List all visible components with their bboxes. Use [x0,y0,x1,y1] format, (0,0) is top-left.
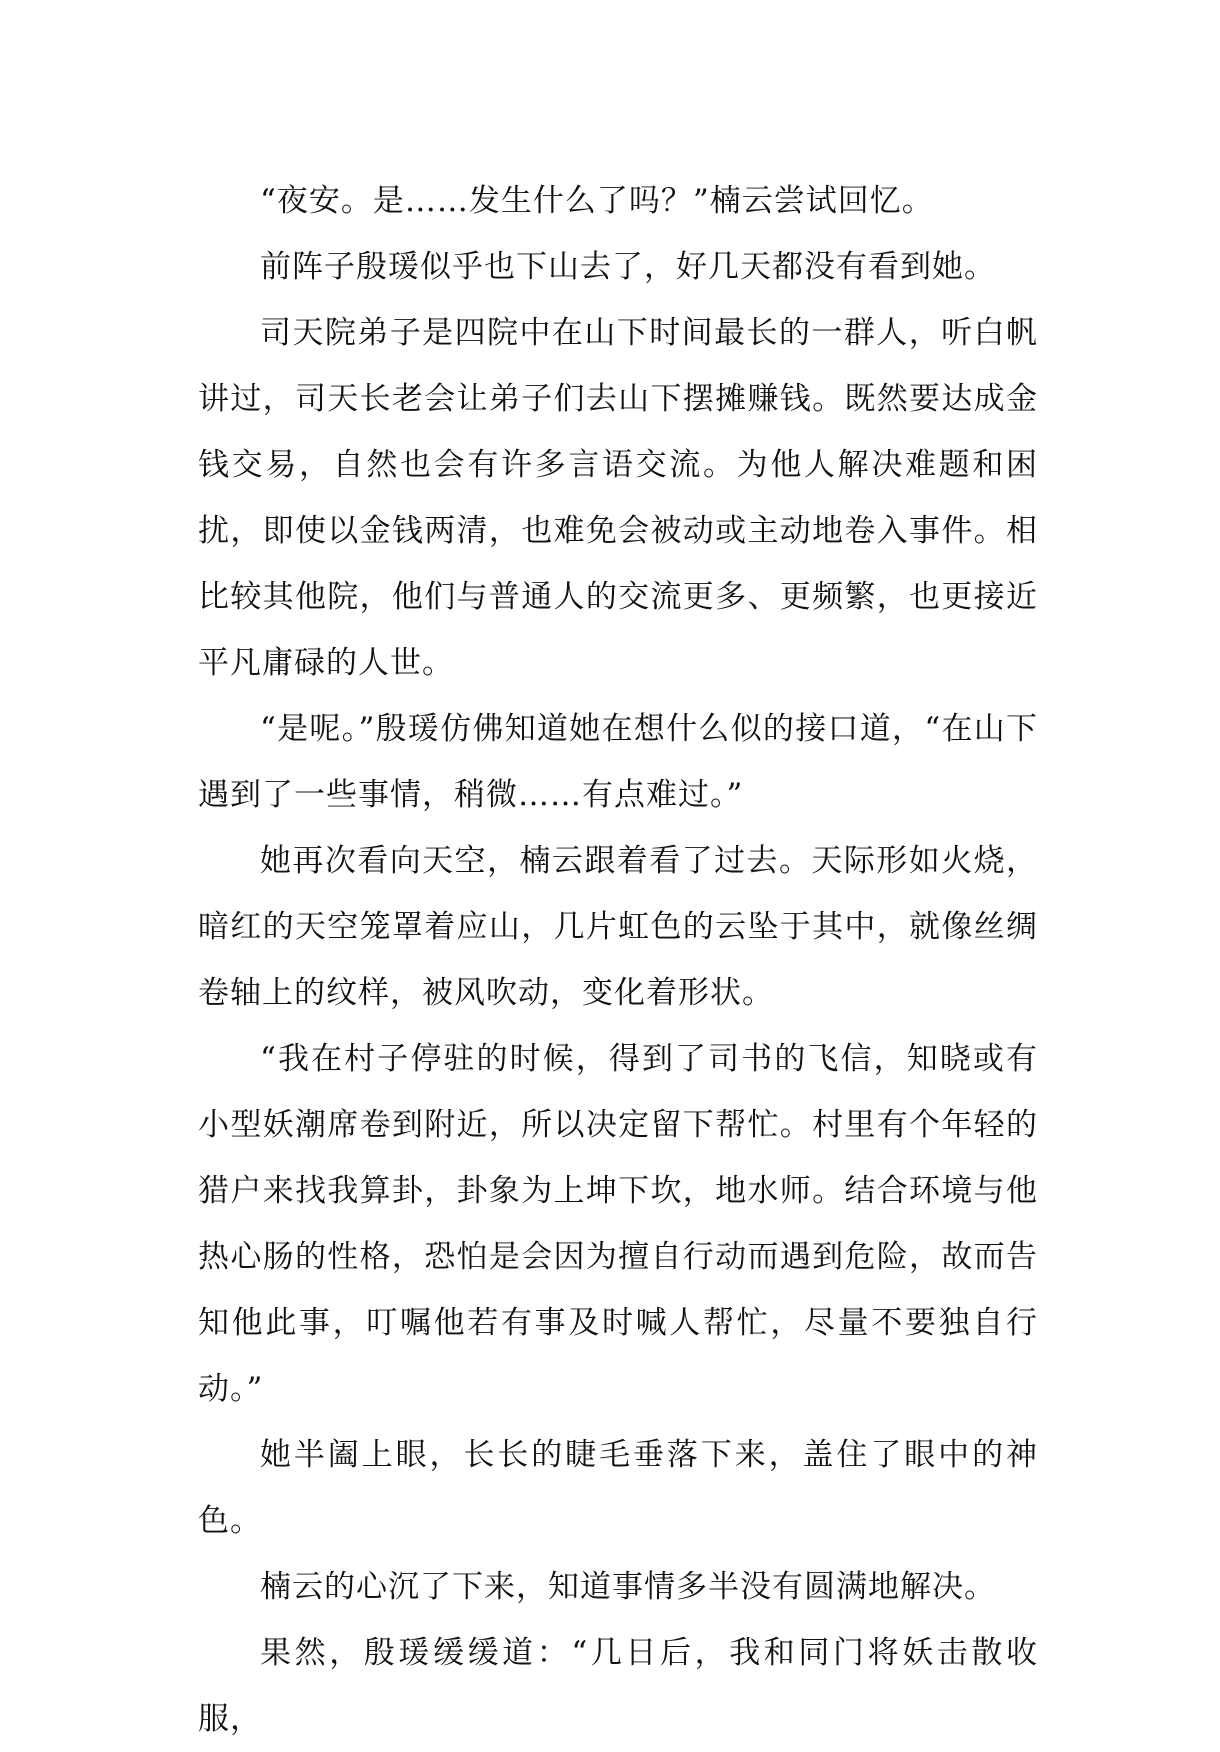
paragraph-4: “是呢。”殷瑗仿佛知道她在想什么似的接口道，“在山下遇到了一些事情，稍微……有点难过。” [198,711,1038,813]
paragraph-1: “夜安。是……发生什么了吗？”楠云尝试回忆。 [260,183,934,219]
paragraph-6: “我在村子停驻的时候，得到了司书的飞信，知晓或有小型妖潮席卷到附近，所以决定留下帮忙。村里有个年轻的猎户来找我算卦，卦象为上坤下坎，地水师。结合环境与他热心肠的性格，恐怕是会因为擅自行动而遇到危险，故而告知他此事，叮嘱他若有事及时喊人帮忙，尽量不要独自行动。” [198,1041,1038,1407]
paragraph-5: 她再次看向天空，楠云跟着看了过去。天际形如火烧，暗红的天空笼罩着应山，几片虹色的云坠于其中，就像丝绸卷轴上的纹样，被风吹动，变化着形状。 [198,843,1038,1011]
paragraph-2: 前阵子殷瑗似乎也下山去了，好几天都没有看到她。 [260,249,996,285]
paragraph-3: 司天院弟子是四院中在山下时间最长的一群人，听白帆讲过，司天长老会让弟子们去山下摆摊赚钱。既然要达成金钱交易，自然也会有许多言语交流。为他人解决难题和困扰，即使以金钱两清，也难免会被动或主动地卷入事件。相比较其他院，他们与普通人的交流更多、更频繁，也更接近平凡庸碌的人世。 [198,315,1038,681]
paragraph-7: 她半阖上眼，长长的睫毛垂落下来，盖住了眼中的神色。 [198,1437,1038,1539]
body-text [198,168,1038,1752]
paragraph-8: 楠云的心沉了下来，知道事情多半没有圆满地解决。 [260,1569,996,1605]
paragraph-9: 果然，殷瑗缓缓道：“几日后，我和同门将妖击散收服， [198,1635,1038,1737]
